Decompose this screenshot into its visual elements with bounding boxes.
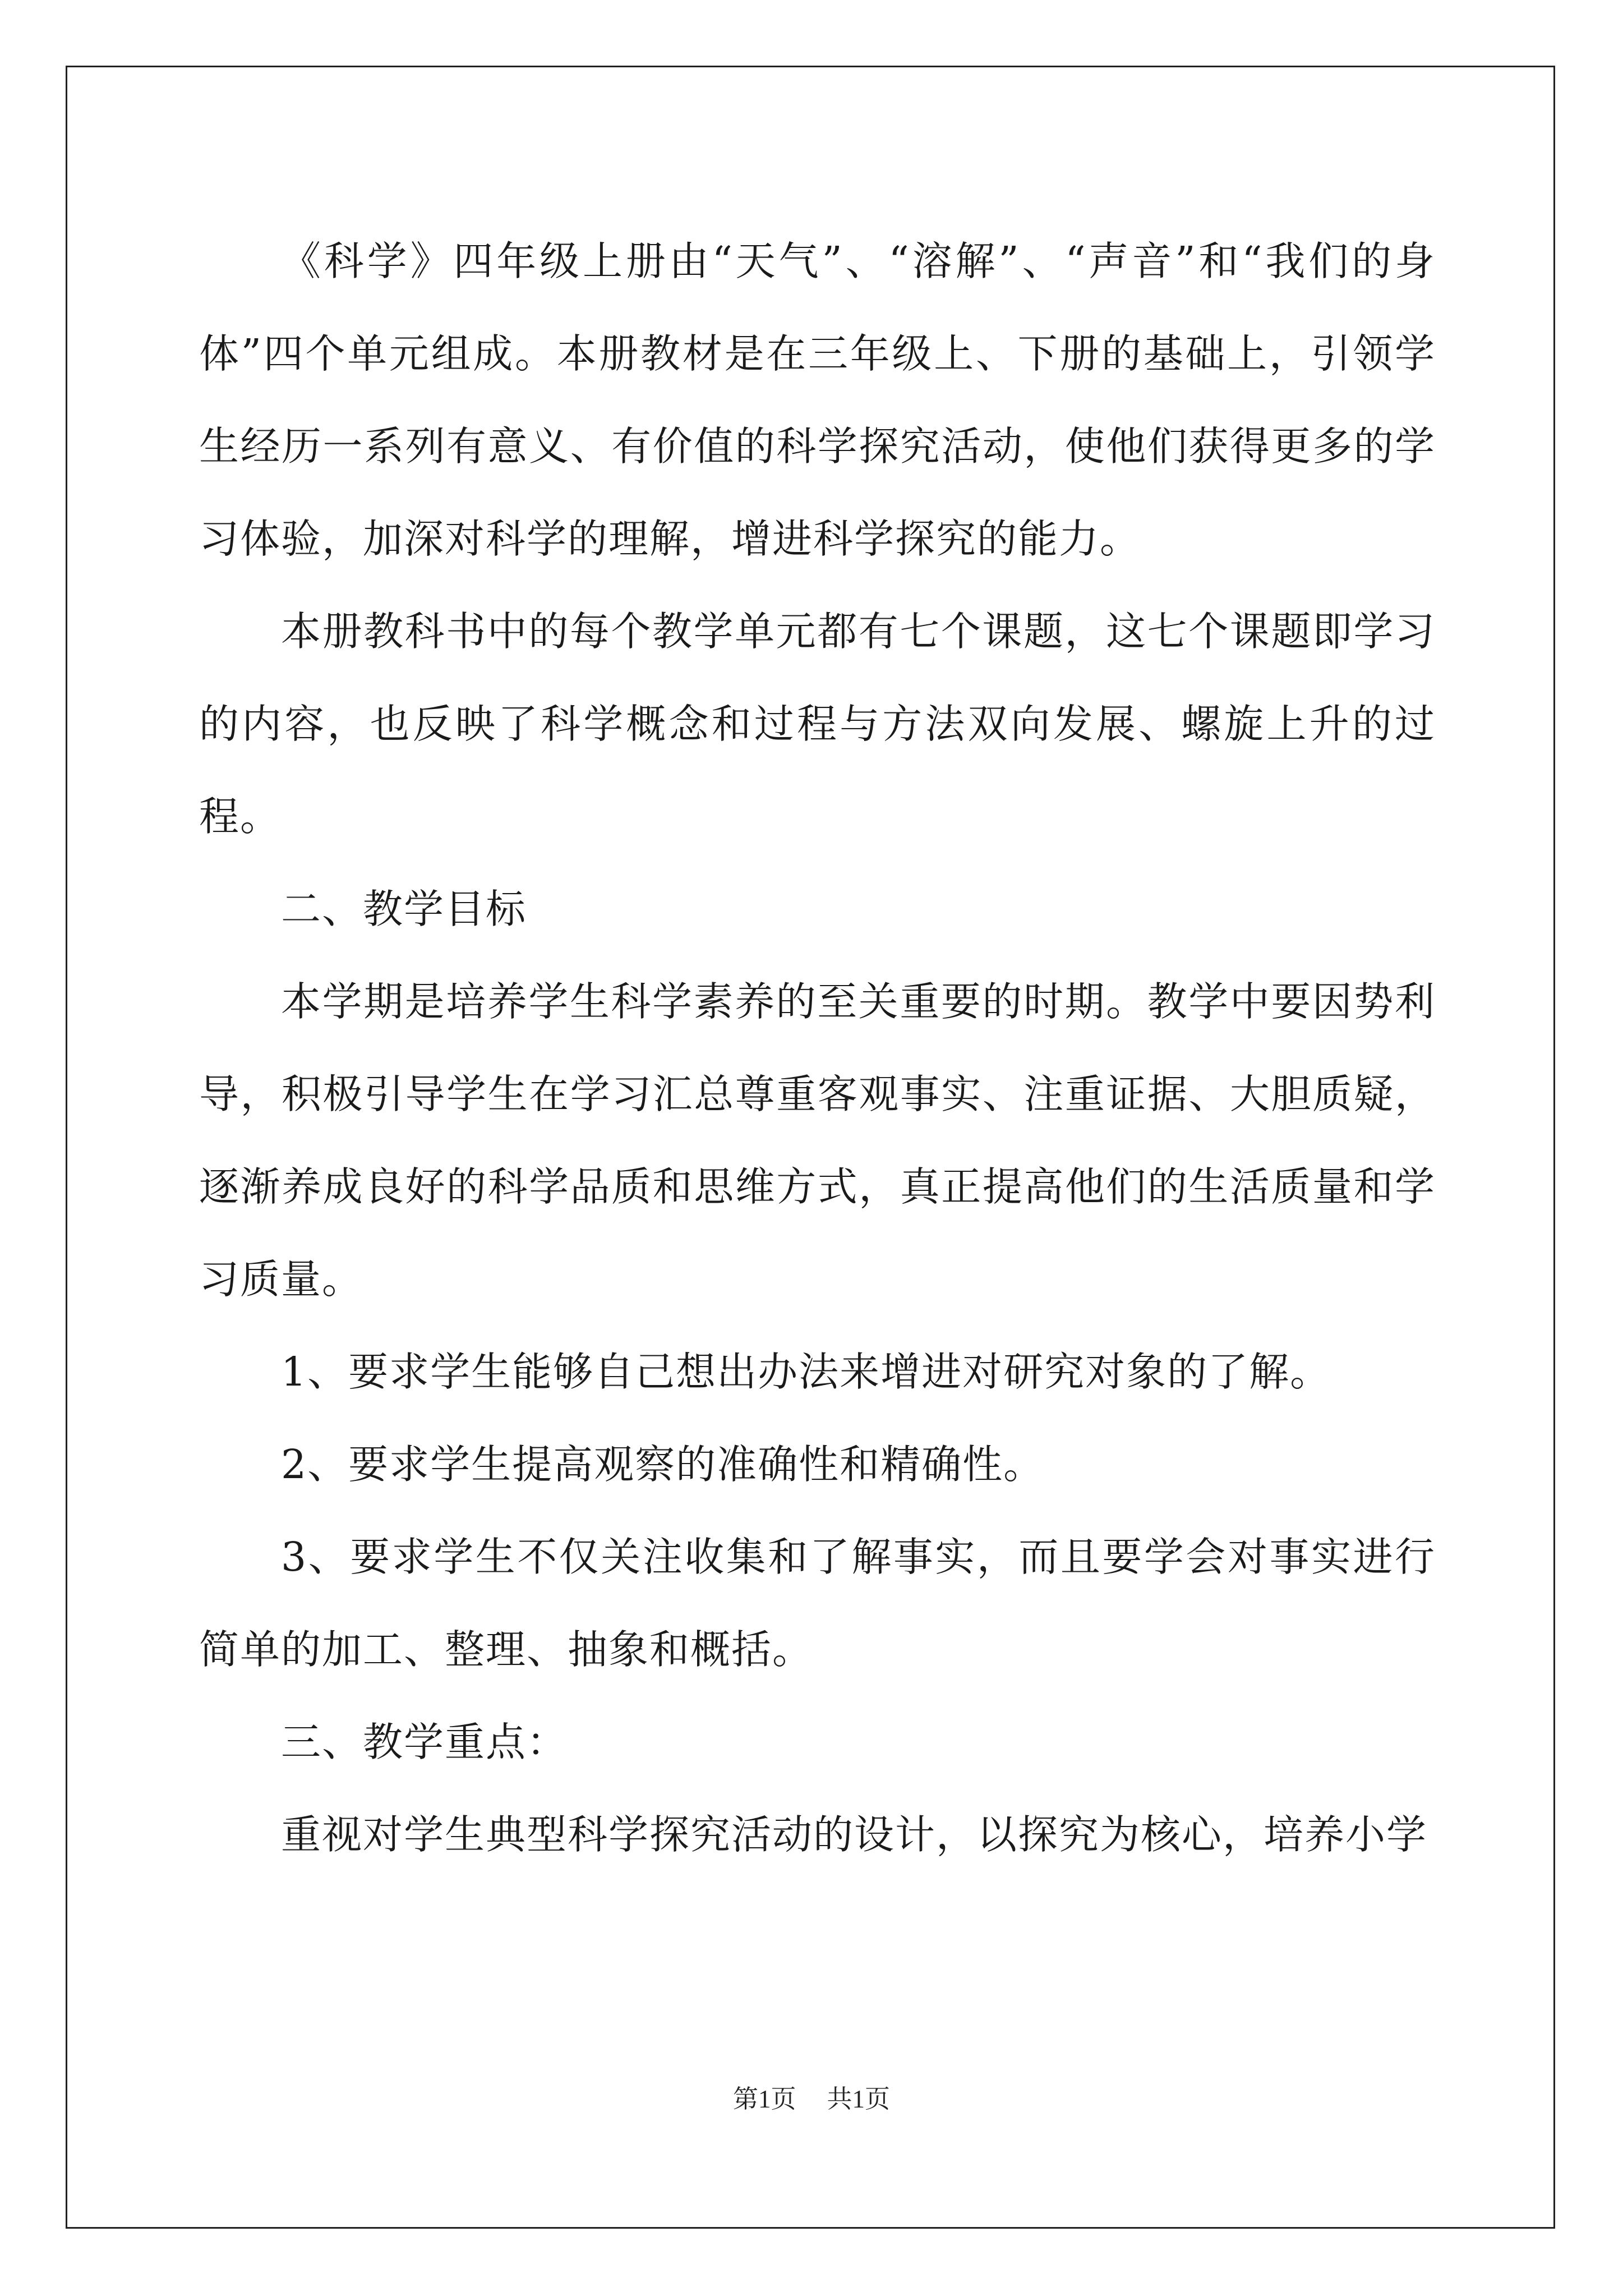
- section-heading-focus: 三、教学重点：: [281, 1719, 568, 1765]
- list-item-goal-3: 3、要求学生不仅关注收集和了解事实，而且要学会对事实进行简单的加工、整理、抽象和概括。: [199, 1534, 1436, 1673]
- document-body: [199, 215, 1436, 1881]
- paragraph-goals: 本学期是培养学生科学素养的至关重要的时期。教学中要因势利导，积极引导学生在学习汇总尊重客观事实、注重证据、大胆质疑，逐渐养成良好的科学品质和思维方式，真正提高他们的生活质量和学习质量。: [199, 978, 1436, 1303]
- paragraph-intro: 《科学》四年级上册由“天气”、“溶解”、“声音”和“我们的身体”四个单元组成。本册教材是在三年级上、下册的基础上，引领学生经历一系列有意义、有价值的科学探究活动，使他们获得更多的学习体验，加深对科学的理解，增进科学探究的能力。: [199, 238, 1436, 562]
- page-number: 第1页: [732, 2085, 796, 2113]
- list-item-goal-1: 1、要求学生能够自己想出办法来增进对研究对象的了解。: [281, 1349, 1331, 1395]
- list-item-goal-2: 2、要求学生提高观察的准确性和精确性。: [281, 1441, 1045, 1488]
- page-footer: [0, 2082, 1623, 2116]
- paragraph-units: 本册教科书中的每个教学单元都有七个课题，这七个课题即学习的内容，也反映了科学概念和过程与方法双向发展、螺旋上升的过程。: [199, 608, 1436, 840]
- paragraph-focus: 重视对学生典型科学探究活动的设计，以探究为核心，培养小学: [281, 1811, 1428, 1858]
- section-heading-goals: 二、教学目标: [281, 886, 527, 932]
- page-total: 共1页: [827, 2085, 891, 2113]
